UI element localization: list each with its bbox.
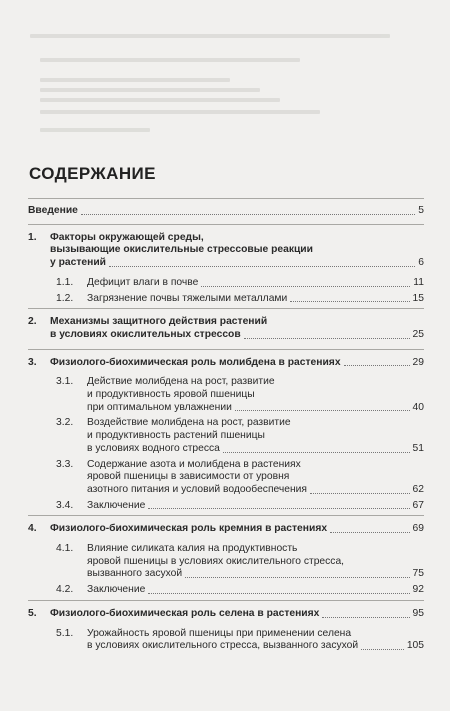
- toc-chapter: [28, 608, 424, 621]
- entry-title-line: при оптимальном увлажнении: [87, 401, 232, 413]
- entry-title-line: и продуктивность яровой пшеницы: [87, 389, 255, 401]
- page-number: 95: [412, 607, 424, 619]
- section-rule: [28, 600, 424, 601]
- entry-number: 3.4.: [56, 499, 74, 511]
- entry-last-line: [87, 293, 424, 306]
- entry-title: [28, 205, 424, 218]
- dot-leader: [244, 338, 410, 339]
- dot-leader: [185, 577, 409, 578]
- toc-introduction: [28, 205, 424, 218]
- section-rule: [28, 349, 424, 350]
- entry-number: 3.3.: [56, 458, 74, 470]
- page-number: 29: [412, 356, 424, 368]
- entry-title-line: Заключение: [87, 499, 146, 511]
- toc-subsection: [28, 584, 424, 597]
- entry-number: 3.: [28, 356, 37, 368]
- dot-leader: [223, 452, 410, 453]
- dot-leader: [330, 532, 409, 533]
- entry-title: [50, 523, 424, 536]
- entry-title-line: Механизмы защитного действия растений: [50, 316, 268, 328]
- toc-chapter: [28, 232, 424, 270]
- entry-title-line: Влияние силиката калия на продуктивность: [87, 543, 298, 555]
- entry-title-line: Заключение: [87, 584, 146, 596]
- entry-title: [87, 293, 424, 306]
- dot-leader: [310, 493, 410, 494]
- entry-title-line: в условиях окислительного стресса, вызванного засухой: [87, 640, 359, 652]
- entry-last-line: [87, 500, 424, 513]
- page-number: 25: [412, 328, 424, 340]
- entry-last-line: [50, 523, 424, 536]
- entry-title-line: Урожайность яровой пшеницы при применении селена: [87, 627, 352, 639]
- toc-subsection: [28, 628, 424, 653]
- show-through-from-reverse-page: [0, 0, 450, 150]
- dot-leader: [201, 286, 410, 287]
- toc-subsection: [28, 417, 424, 455]
- entry-title: [87, 584, 424, 597]
- entry-last-line: [87, 568, 424, 581]
- entry-title-line: Воздействие молибдена на рост, развитие: [87, 417, 291, 429]
- toc-subsection: [28, 277, 424, 290]
- entry-title: [87, 628, 424, 653]
- dot-leader: [109, 266, 415, 267]
- entry-title-line: вызывающие окислительные стрессовые реакции: [50, 244, 313, 256]
- dot-leader: [290, 301, 409, 302]
- dot-leader: [81, 214, 415, 215]
- entry-title: [87, 277, 424, 290]
- entry-title: [87, 417, 424, 455]
- entry-title-line: у растений: [50, 257, 106, 269]
- entry-title-line: Загрязнение почвы тяжелыми металлами: [87, 292, 288, 304]
- entry-title: [50, 608, 424, 621]
- entry-last-line: [50, 357, 424, 370]
- entry-number: 1.1.: [56, 276, 74, 288]
- dot-leader: [322, 617, 409, 618]
- toc-chapter: [28, 523, 424, 536]
- entry-title-line: Факторы окружающей среды,: [50, 231, 204, 243]
- entry-number: 4.1.: [56, 543, 74, 555]
- entry-last-line: [50, 329, 424, 342]
- toc-chapter: [28, 357, 424, 370]
- entry-title-line: Физиолого-биохимическая роль молибдена в растениях: [50, 356, 341, 368]
- entry-last-line: [87, 584, 424, 597]
- toc-subsection: [28, 376, 424, 414]
- entry-title-line: Физиолого-биохимическая роль селена в растениях: [50, 607, 320, 619]
- entry-last-line: [87, 484, 424, 497]
- entry-title-line: в условиях окислительных стрессов: [50, 328, 241, 340]
- entry-title-line: Физиолого-биохимическая роль кремния в растениях: [50, 523, 328, 535]
- entry-title: [50, 316, 424, 341]
- entry-number: 2.: [28, 316, 37, 328]
- toc-list: [28, 198, 424, 653]
- dot-leader: [235, 410, 410, 411]
- page-number: 92: [412, 584, 424, 596]
- section-rule: [28, 308, 424, 309]
- page-number: 51: [412, 442, 424, 454]
- entry-last-line: [50, 257, 424, 270]
- entry-number: 3.1.: [56, 376, 74, 388]
- section-rule: [28, 224, 424, 225]
- page-number: 69: [412, 523, 424, 535]
- entry-title: [87, 543, 424, 581]
- page-number: 62: [412, 483, 424, 495]
- entry-title-line: в условиях водного стресса: [87, 442, 220, 454]
- page-number: 5: [418, 205, 424, 216]
- entry-title-line: Действие молибдена на рост, развитие: [87, 376, 275, 388]
- entry-title: [87, 500, 424, 513]
- entry-title-line: яровой пшеницы в условиях окислительного стресса,: [87, 555, 345, 567]
- toc-subsection: [28, 459, 424, 497]
- entry-last-line: [87, 443, 424, 456]
- entry-title: [87, 376, 424, 414]
- page-number: 15: [412, 292, 424, 304]
- entry-last-line: [87, 640, 424, 653]
- entry-number: 1.: [28, 231, 37, 243]
- dot-leader: [361, 649, 404, 650]
- entry-number: 4.: [28, 523, 37, 535]
- page-number: 75: [412, 568, 424, 580]
- page-number: 67: [412, 499, 424, 511]
- toc-subsection: [28, 543, 424, 581]
- entry-last-line: [50, 608, 424, 621]
- table-of-contents: [28, 164, 424, 656]
- toc-subsection: [28, 293, 424, 306]
- entry-title-line: Дефицит влаги в почве: [87, 276, 199, 288]
- entry-number: 3.2.: [56, 417, 74, 429]
- entry-title-line: и продуктивность растений пшеницы: [87, 430, 265, 442]
- dot-leader: [148, 508, 409, 509]
- entry-number: 1.2.: [56, 292, 74, 304]
- page-number: 6: [418, 257, 424, 269]
- entry-title-line: Введение: [28, 205, 78, 216]
- entry-title: [50, 357, 424, 370]
- page-number: 40: [412, 401, 424, 413]
- entry-number: 5.: [28, 607, 37, 619]
- entry-title: [87, 459, 424, 497]
- page-number: 105: [406, 640, 424, 652]
- dot-leader: [344, 365, 410, 366]
- entry-last-line: [28, 205, 424, 218]
- entry-number: 5.1.: [56, 627, 74, 639]
- dot-leader: [148, 593, 409, 594]
- entry-last-line: [87, 277, 424, 290]
- entry-title: [50, 232, 424, 270]
- section-rule: [28, 515, 424, 516]
- section-rule: [28, 198, 424, 199]
- entry-title-line: азотного питания и условий водообеспечения: [87, 483, 308, 495]
- entry-number: 4.2.: [56, 584, 74, 596]
- entry-last-line: [87, 402, 424, 415]
- page-number: 11: [413, 276, 424, 288]
- toc-subsection: [28, 500, 424, 513]
- entry-title-line: яровой пшеницы в зависимости от уровня: [87, 471, 290, 483]
- toc-chapter: [28, 316, 424, 341]
- entry-title-line: Содержание азота и молибдена в растениях: [87, 458, 301, 470]
- toc-heading: СОДЕРЖАНИЕ: [29, 164, 156, 183]
- entry-title-line: вызванного засухой: [87, 568, 183, 580]
